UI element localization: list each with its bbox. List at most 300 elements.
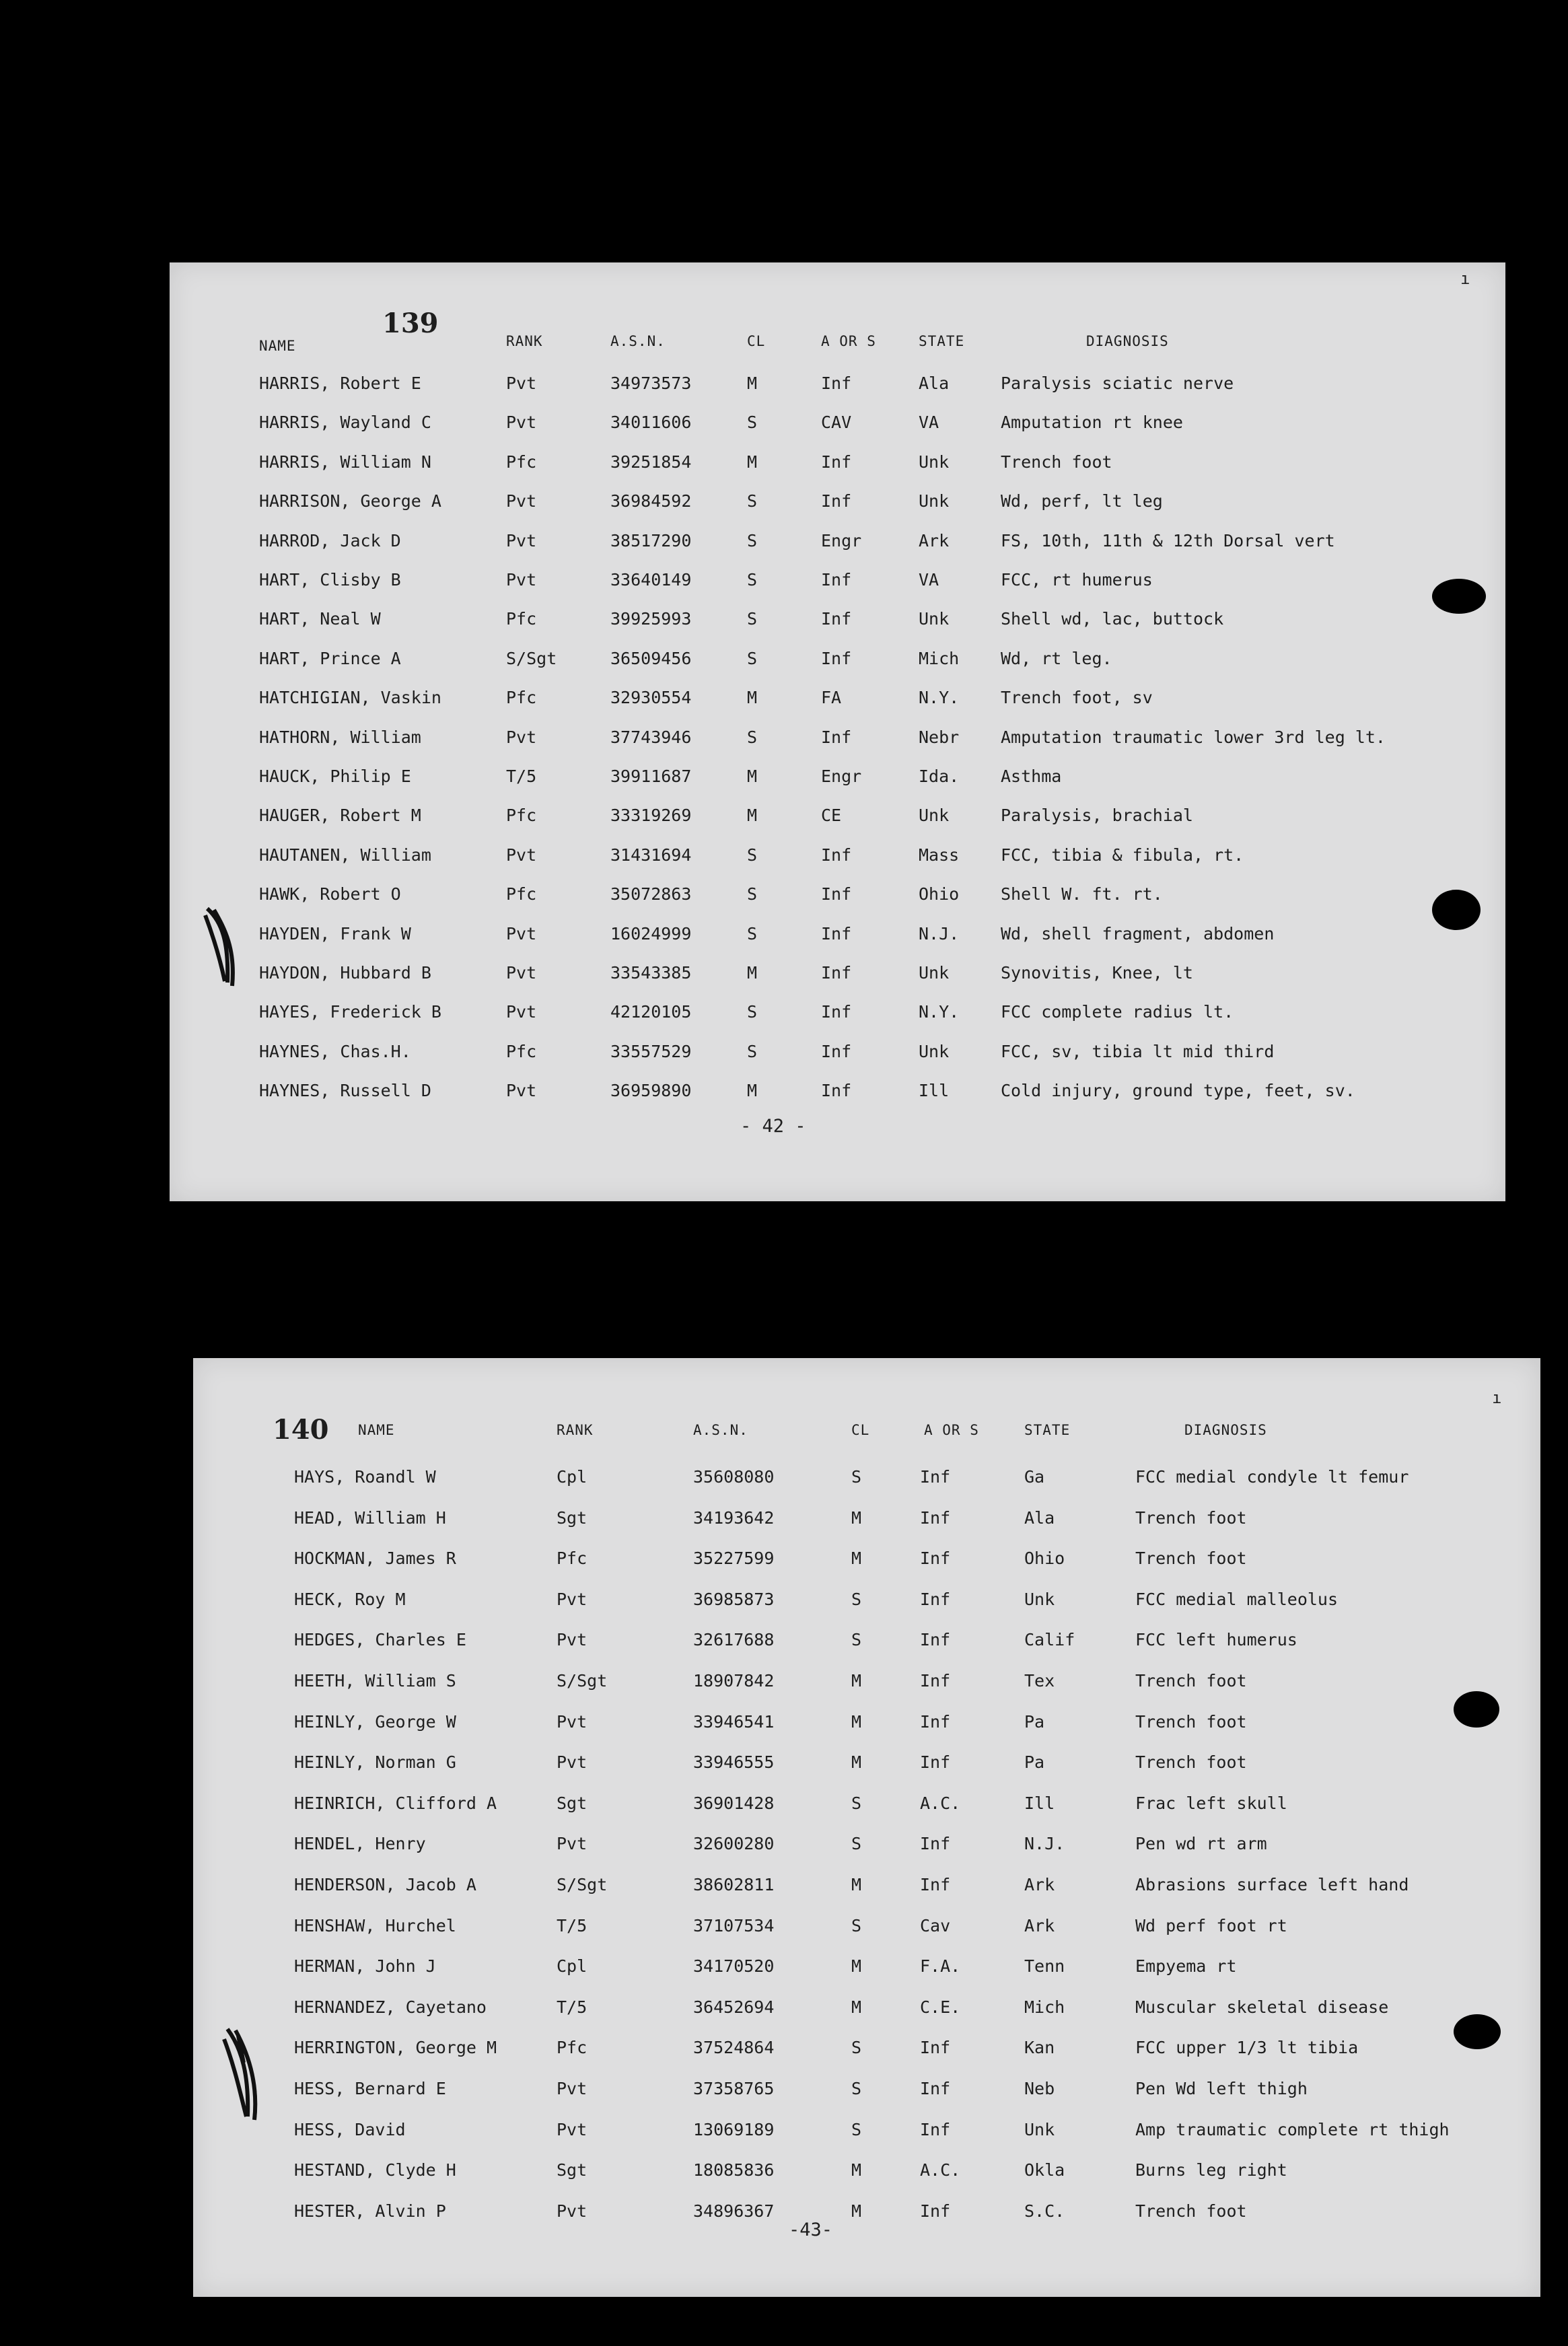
cell-rank: Sgt [557, 1793, 587, 1813]
cell-state: Nebr [919, 727, 960, 747]
cell-diagnosis: Wd, rt leg. [1001, 648, 1112, 668]
record-row [170, 845, 1505, 872]
cell-asn: 33557529 [610, 1041, 692, 1061]
cell-cl: S [851, 1834, 862, 1854]
cell-aors: Inf [821, 374, 852, 393]
cell-state: Ohio [919, 884, 960, 904]
cell-diagnosis: FCC upper 1/3 lt tibia [1135, 2038, 1359, 2058]
cell-diagnosis: Amputation rt knee [1001, 413, 1183, 433]
cell-aors: Engr [821, 530, 862, 550]
record-row [170, 924, 1505, 951]
cell-state: Okla [1024, 2160, 1065, 2180]
cell-state: Unk [1024, 1589, 1055, 1609]
pencil-check-mark [214, 2022, 275, 2130]
cell-rank: Sgt [557, 1507, 587, 1528]
cell-aors: Inf [920, 1834, 951, 1854]
cell-name: HAYES, Frederick B [259, 1002, 441, 1022]
cell-rank: S/Sgt [506, 648, 557, 668]
cell-name: HAUGER, Robert M [259, 806, 421, 826]
cell-state: Ala [1024, 1507, 1055, 1528]
cell-rank: Pvt [557, 2119, 587, 2139]
record-row [193, 1630, 1540, 1657]
cell-cl: M [851, 2201, 862, 2221]
header-asn: A.S.N. [610, 333, 666, 349]
cell-asn: 37524864 [693, 2038, 775, 2058]
cell-aors: Inf [920, 1467, 951, 1487]
cell-name: HERMAN, John J [294, 1956, 436, 1977]
cell-name: HAYS, Roandl W [294, 1467, 436, 1487]
cell-cl: M [747, 1081, 758, 1101]
cell-state: Tenn [1024, 1956, 1065, 1977]
cell-asn: 34973573 [610, 374, 692, 393]
cell-state: Ark [1024, 1915, 1055, 1935]
cell-asn: 39251854 [610, 452, 692, 472]
page-number: 140 [273, 1414, 329, 1446]
cell-diagnosis: Frac left skull [1135, 1793, 1287, 1813]
cell-diagnosis: Trench foot [1135, 1507, 1247, 1528]
cell-state: Ala [919, 374, 950, 393]
cell-asn: 18085836 [693, 2160, 775, 2180]
record-row [193, 1916, 1540, 1943]
record-row [170, 688, 1505, 715]
cell-aors: Cav [920, 1915, 951, 1935]
cell-asn: 34193642 [693, 1507, 775, 1528]
cell-cl: S [851, 1467, 862, 1487]
cell-cl: M [851, 1752, 862, 1773]
cell-diagnosis: FCC, sv, tibia lt mid third [1001, 1041, 1275, 1061]
cell-name: HESS, David [294, 2119, 406, 2139]
record-row [193, 2079, 1540, 2106]
cell-asn: 37107534 [693, 1915, 775, 1935]
cell-diagnosis: Asthma [1001, 767, 1062, 786]
cell-state: Neb [1024, 2079, 1055, 2098]
record-row [170, 452, 1505, 479]
cell-diagnosis: FCC, rt humerus [1001, 570, 1153, 590]
cell-cl: S [747, 530, 758, 550]
cell-diagnosis: Trench foot [1135, 1711, 1247, 1732]
cell-asn: 36985873 [693, 1589, 775, 1609]
cell-state: Unk [919, 1041, 950, 1061]
cell-state: Ill [919, 1081, 950, 1101]
cell-rank: Pfc [506, 884, 537, 904]
cell-rank: S/Sgt [557, 1671, 608, 1691]
cell-state: VA [919, 413, 939, 433]
cell-cl: M [747, 374, 758, 393]
cell-aors: Inf [920, 1671, 951, 1691]
record-row [170, 884, 1505, 911]
cell-diagnosis: Burns leg right [1135, 2160, 1287, 2180]
cell-name: HAUTANEN, William [259, 845, 431, 865]
cell-aors: A.C. [920, 2160, 961, 2180]
cell-diagnosis: Trench foot [1135, 1752, 1247, 1773]
cell-state: Ark [1024, 1875, 1055, 1894]
header-cl: CL [747, 333, 766, 349]
cell-name: HARRIS, Robert E [259, 374, 421, 393]
cell-state: Pa [1024, 1752, 1045, 1773]
cell-asn: 18907842 [693, 1671, 775, 1691]
cell-name: HARRISON, George A [259, 491, 441, 511]
cell-aors: Inf [821, 648, 852, 668]
cell-state: Ohio [1024, 1549, 1065, 1569]
cell-asn: 38602811 [693, 1875, 775, 1894]
cell-diagnosis: Amp traumatic complete rt thigh [1135, 2119, 1450, 2139]
cell-cl: M [851, 1997, 862, 2017]
cell-name: HAYDEN, Frank W [259, 923, 411, 944]
cell-asn: 32617688 [693, 1630, 775, 1650]
cell-cl: S [747, 648, 758, 668]
header-rank: RANK [506, 333, 543, 349]
cell-name: HERRINGTON, George M [294, 2038, 497, 2058]
cell-asn: 37743946 [610, 727, 692, 747]
cell-aors: CE [821, 806, 842, 826]
cell-aors: Inf [920, 1875, 951, 1894]
cell-cl: M [851, 1956, 862, 1977]
header-asn: A.S.N. [693, 1422, 748, 1438]
cell-state: Unk [919, 491, 950, 511]
cell-name: HART, Neal W [259, 609, 381, 629]
cell-aors: Inf [821, 491, 852, 511]
cell-name: HAYDON, Hubbard B [259, 963, 431, 983]
cell-asn: 35608080 [693, 1467, 775, 1487]
record-row [193, 1956, 1540, 1983]
cell-diagnosis: Trench foot [1135, 1671, 1247, 1691]
cell-diagnosis: Pen wd rt arm [1135, 1834, 1267, 1854]
cell-rank: T/5 [557, 1997, 587, 2017]
page-number: 139 [382, 308, 439, 339]
cell-rank: T/5 [506, 767, 537, 786]
cell-cl: M [747, 767, 758, 786]
header-a-or-s: A OR S [821, 333, 876, 349]
cell-state: Unk [919, 806, 950, 826]
cell-rank: Pvt [506, 413, 537, 433]
record-row [193, 1712, 1540, 1739]
record-card-139 [170, 262, 1505, 1201]
cell-diagnosis: FCC medial malleolus [1135, 1589, 1339, 1609]
cell-cl: M [851, 1507, 862, 1528]
pencil-check-mark [195, 902, 249, 996]
cell-state: Ga [1024, 1467, 1045, 1487]
cell-rank: Pvt [557, 1752, 587, 1773]
cell-rank: Pvt [506, 570, 537, 590]
cell-asn: 34011606 [610, 413, 692, 433]
cell-asn: 33640149 [610, 570, 692, 590]
cell-aors: Inf [920, 1589, 951, 1609]
header-diagnosis: DIAGNOSIS [1184, 1422, 1267, 1438]
cell-diagnosis: Abrasions surface left hand [1135, 1875, 1409, 1894]
cell-cl: S [851, 1793, 862, 1813]
page-footer: -43- [789, 2219, 833, 2240]
cell-rank: Pfc [506, 1041, 537, 1061]
cell-diagnosis: FCC left humerus [1135, 1630, 1297, 1650]
cell-state: Ill [1024, 1793, 1055, 1813]
cell-diagnosis: FS, 10th, 11th & 12th Dorsal vert [1001, 530, 1335, 550]
cell-aors: A.C. [920, 1793, 961, 1813]
cell-diagnosis: FCC, tibia & fibula, rt. [1001, 845, 1244, 865]
cell-state: Tex [1024, 1671, 1055, 1691]
record-row [170, 1042, 1505, 1069]
cell-state: Mich [919, 648, 960, 668]
cell-cl: M [851, 2160, 862, 2180]
cell-aors: C.E. [920, 1997, 961, 2017]
cell-name: HAUCK, Philip E [259, 767, 411, 786]
cell-rank: Pvt [557, 1630, 587, 1650]
cell-diagnosis: Paralysis sciatic nerve [1001, 374, 1234, 393]
cell-diagnosis: Empyema rt [1135, 1956, 1237, 1977]
cell-aors: Inf [821, 1002, 852, 1022]
cell-cl: S [747, 413, 758, 433]
cell-diagnosis: Trench foot, sv [1001, 688, 1153, 708]
header-name: NAME [358, 1422, 395, 1438]
cell-rank: Pvt [506, 923, 537, 944]
cell-cl: S [747, 1002, 758, 1022]
cell-rank: Pvt [506, 727, 537, 747]
record-row [193, 1875, 1540, 1902]
cell-aors: Inf [920, 2201, 951, 2221]
cell-cl: S [851, 1630, 862, 1650]
cell-state: Calif [1024, 1630, 1075, 1650]
cell-name: HESS, Bernard E [294, 2079, 446, 2098]
cell-rank: Pfc [506, 688, 537, 708]
cell-state: Ida. [919, 767, 960, 786]
cell-cl: M [747, 688, 758, 708]
page-footer: - 42 - [740, 1116, 806, 1137]
record-row [193, 1549, 1540, 1575]
header-a-or-s: A OR S [924, 1422, 979, 1438]
cell-aors: F.A. [920, 1956, 961, 1977]
ink-blot [1454, 1691, 1499, 1728]
cell-diagnosis: Muscular skeletal disease [1135, 1997, 1389, 2017]
cell-diagnosis: Wd, shell fragment, abdomen [1001, 923, 1275, 944]
cell-rank: Pvt [506, 845, 537, 865]
header-state: STATE [1024, 1422, 1071, 1438]
cell-rank: Cpl [557, 1956, 587, 1977]
cell-rank: Pfc [506, 806, 537, 826]
cell-cl: M [851, 1671, 862, 1691]
cell-name: HENDEL, Henry [294, 1834, 426, 1854]
record-row [193, 1508, 1540, 1535]
cell-rank: Pvt [506, 1002, 537, 1022]
cell-cl: M [851, 1549, 862, 1569]
cell-rank: Pvt [506, 1081, 537, 1101]
header-state: STATE [919, 333, 965, 349]
cell-cl: S [747, 491, 758, 511]
cell-name: HART, Prince A [259, 648, 401, 668]
cell-asn: 36959890 [610, 1081, 692, 1101]
cell-rank: Cpl [557, 1467, 587, 1487]
cell-asn: 39925993 [610, 609, 692, 629]
cell-cl: S [747, 884, 758, 904]
cell-name: HARRIS, William N [259, 452, 431, 472]
cell-asn: 39911687 [610, 767, 692, 786]
cell-state: Ark [919, 530, 950, 550]
cell-aors: FA [821, 688, 842, 708]
record-row [193, 1590, 1540, 1616]
cell-rank: Pfc [557, 2038, 587, 2058]
corner-tick: ı [1492, 1388, 1502, 1407]
cell-state: Kan [1024, 2038, 1055, 2058]
cell-name: HART, Clisby B [259, 570, 401, 590]
cell-name: HARRIS, Wayland C [259, 413, 431, 433]
cell-cl: S [851, 2119, 862, 2139]
cell-diagnosis: Shell W. ft. rt. [1001, 884, 1163, 904]
cell-aors: Inf [821, 884, 852, 904]
cell-diagnosis: Cold injury, ground type, feet, sv. [1001, 1081, 1355, 1101]
record-row [170, 963, 1505, 990]
cell-name: HEETH, William S [294, 1671, 456, 1691]
header-diagnosis: DIAGNOSIS [1086, 333, 1169, 349]
cell-name: HERNANDEZ, Cayetano [294, 1997, 487, 2017]
cell-aors: Engr [821, 767, 862, 786]
cell-asn: 16024999 [610, 923, 692, 944]
cell-asn: 34170520 [693, 1956, 775, 1977]
cell-aors: Inf [920, 1630, 951, 1650]
cell-state: Mich [1024, 1997, 1065, 2017]
cell-asn: 33319269 [610, 806, 692, 826]
cell-name: HAYNES, Russell D [259, 1081, 431, 1101]
cell-aors: Inf [821, 570, 852, 590]
cell-rank: Pvt [506, 491, 537, 511]
cell-rank: Sgt [557, 2160, 587, 2180]
cell-asn: 33946541 [693, 1711, 775, 1732]
header-name: NAME [259, 338, 296, 354]
cell-state: Unk [919, 609, 950, 629]
ink-blot [1432, 890, 1481, 930]
cell-name: HATCHIGIAN, Vaskin [259, 688, 441, 708]
cell-rank: Pvt [506, 963, 537, 983]
cell-state: N.Y. [919, 1002, 960, 1022]
cell-asn: 32930554 [610, 688, 692, 708]
record-row [170, 413, 1505, 439]
cell-aors: Inf [821, 845, 852, 865]
cell-rank: Pvt [557, 1589, 587, 1609]
record-row [193, 1467, 1540, 1494]
cell-cl: S [851, 2079, 862, 2098]
cell-cl: M [747, 806, 758, 826]
cell-cl: M [747, 452, 758, 472]
cell-name: HARROD, Jack D [259, 530, 401, 550]
cell-name: HESTER, Alvin P [294, 2201, 446, 2221]
cell-cl: S [851, 2038, 862, 2058]
cell-rank: Pvt [557, 2201, 587, 2221]
cell-name: HEINLY, George W [294, 1711, 456, 1732]
cell-rank: Pvt [557, 1834, 587, 1854]
cell-state: Unk [919, 963, 950, 983]
record-row [193, 1752, 1540, 1779]
cell-name: HEINLY, Norman G [294, 1752, 456, 1773]
cell-asn: 32600280 [693, 1834, 775, 1854]
cell-name: HEAD, William H [294, 1507, 446, 1528]
cell-aors: Inf [920, 2038, 951, 2058]
cell-state: Pa [1024, 1711, 1045, 1732]
cell-rank: Pvt [557, 1711, 587, 1732]
cell-state: N.J. [919, 923, 960, 944]
cell-cl: S [747, 923, 758, 944]
record-row [193, 1793, 1540, 1820]
cell-name: HENSHAW, Hurchel [294, 1915, 456, 1935]
cell-state: Mass [919, 845, 960, 865]
record-row [193, 2120, 1540, 2147]
cell-rank: Pfc [557, 1549, 587, 1569]
cell-diagnosis: Trench foot [1135, 1549, 1247, 1569]
corner-tick: ı [1460, 269, 1470, 288]
cell-aors: Inf [821, 963, 852, 983]
cell-cl: S [747, 1041, 758, 1061]
record-row [193, 2038, 1540, 2065]
cell-asn: 13069189 [693, 2119, 775, 2139]
cell-aors: Inf [920, 1549, 951, 1569]
cell-asn: 36984592 [610, 491, 692, 511]
record-row [193, 1834, 1540, 1861]
cell-aors: Inf [821, 452, 852, 472]
cell-asn: 31431694 [610, 845, 692, 865]
cell-state: Unk [1024, 2119, 1055, 2139]
cell-state: N.J. [1024, 1834, 1065, 1854]
record-row [170, 727, 1505, 754]
cell-asn: 36509456 [610, 648, 692, 668]
cell-diagnosis: Synovitis, Knee, lt [1001, 963, 1193, 983]
cell-aors: Inf [821, 727, 852, 747]
cell-state: N.Y. [919, 688, 960, 708]
record-row [170, 1081, 1505, 1108]
cell-diagnosis: Wd, perf, lt leg [1001, 491, 1163, 511]
cell-cl: S [747, 570, 758, 590]
cell-diagnosis: Amputation traumatic lower 3rd leg lt. [1001, 727, 1386, 747]
cell-asn: 36452694 [693, 1997, 775, 2017]
cell-name: HESTAND, Clyde H [294, 2160, 456, 2180]
cell-name: HAYNES, Chas.H. [259, 1041, 411, 1061]
cell-asn: 33946555 [693, 1752, 775, 1773]
cell-rank: S/Sgt [557, 1875, 608, 1894]
cell-aors: CAV [821, 413, 852, 433]
cell-diagnosis: Trench foot [1001, 452, 1112, 472]
record-card-140 [193, 1358, 1540, 2297]
cell-cl: S [851, 1915, 862, 1935]
cell-aors: Inf [920, 2119, 951, 2139]
header-cl: CL [851, 1422, 870, 1438]
record-row [170, 767, 1505, 793]
cell-diagnosis: Paralysis, brachial [1001, 806, 1193, 826]
cell-diagnosis: FCC medial condyle lt femur [1135, 1467, 1409, 1487]
cell-name: HOCKMAN, James R [294, 1549, 456, 1569]
cell-aors: Inf [920, 1507, 951, 1528]
cell-cl: M [747, 963, 758, 983]
cell-cl: M [851, 1711, 862, 1732]
cell-diagnosis: Shell wd, lac, buttock [1001, 609, 1224, 629]
cell-diagnosis: Wd perf foot rt [1135, 1915, 1287, 1935]
cell-asn: 34896367 [693, 2201, 775, 2221]
cell-aors: Inf [920, 1752, 951, 1773]
cell-name: HECK, Roy M [294, 1589, 406, 1609]
record-row [170, 570, 1505, 597]
cell-cl: S [747, 845, 758, 865]
cell-name: HEINRICH, Clifford A [294, 1793, 497, 1813]
cell-aors: Inf [821, 1081, 852, 1101]
cell-rank: Pfc [506, 452, 537, 472]
cell-state: S.C. [1024, 2201, 1065, 2221]
cell-rank: Pfc [506, 609, 537, 629]
record-row [193, 1997, 1540, 2024]
cell-cl: S [747, 609, 758, 629]
cell-cl: S [851, 1589, 862, 1609]
cell-diagnosis: FCC complete radius lt. [1001, 1002, 1234, 1022]
cell-asn: 35072863 [610, 884, 692, 904]
cell-name: HATHORN, William [259, 727, 421, 747]
record-row [193, 2201, 1540, 2228]
cell-state: Unk [919, 452, 950, 472]
cell-diagnosis: Pen Wd left thigh [1135, 2079, 1308, 2098]
cell-aors: Inf [920, 1711, 951, 1732]
record-row [170, 806, 1505, 832]
